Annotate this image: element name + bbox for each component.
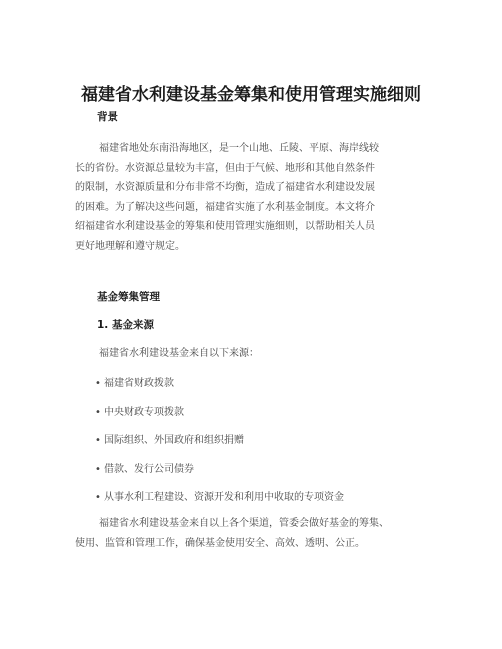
list-item: • 中央财政专项拨款 <box>95 406 184 418</box>
paragraph-line: 更好地理解和遵守规定。 <box>75 240 185 252</box>
paragraph-line: 的限制，水资源质量和分布非常不均衡，造成了福建省水利建设发展 <box>75 182 375 193</box>
list-item: • 国际组织、外国政府和组织捐赠 <box>95 435 244 446</box>
subheading-fund-sources: 1. 基金来源 <box>97 319 154 331</box>
paragraph-line: 福建省水利建设基金来自以下来源： <box>99 348 259 359</box>
bullet-icon: • <box>95 435 101 446</box>
section-heading-background: 背景 <box>97 111 118 123</box>
bullet-icon: • <box>95 378 101 389</box>
bullet-icon: • <box>95 406 101 418</box>
list-item: • 从事水利工程建设、资源开发和利用中收取的专项资金 <box>95 492 344 503</box>
paragraph-line: 长的省份。水资源总量较为丰富，但由于气候、地形和其他自然条件 <box>75 162 375 174</box>
list-item: • 福建省财政拨款 <box>95 378 174 389</box>
document-title: 福建省水利建设基金筹集和使用管理实施细则 <box>81 85 421 105</box>
bullet-icon: • <box>95 463 101 475</box>
paragraph-line: 使用、监管和管理工作，确保基金使用安全、高效、透明、公正。 <box>75 537 365 549</box>
paragraph-line: 绍福建省水利建设基金的筹集和使用管理实施细则，以帮助相关人员 <box>75 221 375 232</box>
paragraph-line: 福建省地处东南沿海地区，是一个山地、丘陵、平原、海岸线较 <box>99 143 379 154</box>
closing-paragraph <box>75 514 435 553</box>
sources-intro <box>75 344 435 364</box>
paragraph-line: 福建省水利建设基金来自以上各个渠道，管委会做好基金的筹集、 <box>99 518 389 529</box>
section-heading-fundraising: 基金筹集管理 <box>97 291 160 303</box>
paragraph-line: 的困难。为了解决这些问题，福建省实施了水利基金制度。本文将介 <box>75 201 375 213</box>
bullet-icon: • <box>95 492 101 503</box>
background-paragraph <box>75 139 435 256</box>
sources-list <box>95 377 435 520</box>
list-item: • 借款、发行公司债券 <box>95 463 194 475</box>
